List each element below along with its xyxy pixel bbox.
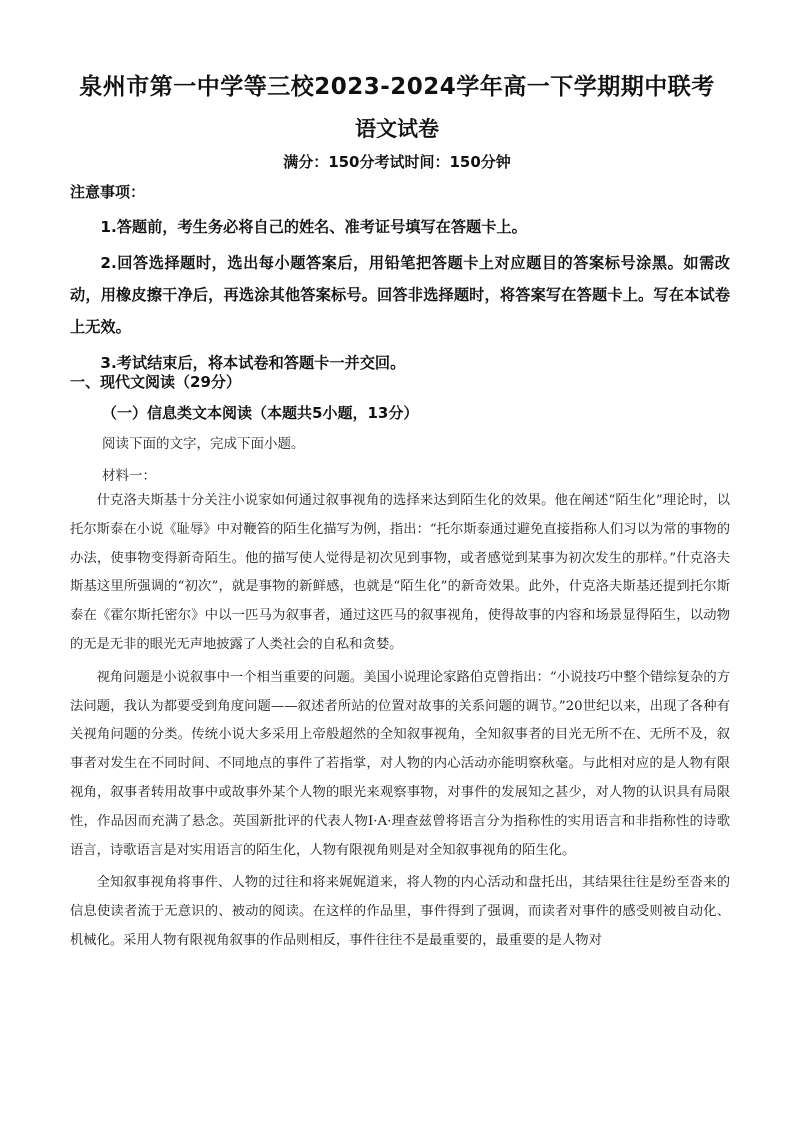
score-time-line: 满分：150分考试时间：150分钟	[283, 153, 511, 171]
exam-subtitle: 语文试卷	[355, 117, 439, 141]
passage-paragraph: 全知叙事视角将事件、人物的过往和将来娓娓道来，将人物的内心活动和盘托出，其结果往往是纷至沓来的信息使读者流于无意识的、被动的阅读。在这样的作品里，事件得到了强调，而读者对事件的感受则被自动化、机械化。采用人物有限视角叙事的作品则相反，事件往往不是最重要的，最重要的是人物对	[70, 875, 730, 948]
passage-paragraph: 视角问题是小说叙事中一个相当重要的问题。美国小说理论家路伯克曾指出：“小说技巧中整个错综复杂的方法问题，我认为都要受到角度问题——叙述者所站的位置对故事的关系问题的调节。”20世纪以来，出现了各种有关视角问题的分类。传统小说大多采用上帝般超然的全知叙事视角，全知叙事者的目光无所不在、无所不及，叙事者对发生在不同时间、不同地点的事件了若指掌，对人物的内心活动亦能明察秋毫。与此相对应的是人物有限视角，叙事者转用故事中或故事外某个人物的眼光来观察事物，对事件的发展知之甚少，对人物的认识具有局限性，作品因而充满了悬念。英国新批评的代表人物I·A·理查兹曾将语言分为指称性的实用语言和非指称性的诗歌语言，诗歌语言是对实用语言的陌生化，人物有限视角则是对全知叙事视角的陌生化。	[70, 669, 730, 858]
note-item: 3.考试结束后，将本试卷和答题卡一并交回。	[100, 354, 406, 372]
exam-title: 泉州市第一中学等三校2023-2024学年高一下学期期中联考	[79, 74, 715, 100]
notes-heading: 注意事项：	[70, 183, 146, 201]
material-label: 材料一：	[102, 468, 156, 484]
passage-paragraph: 什克洛夫斯基十分关注小说家如何通过叙事视角的选择来达到陌生化的效果。他在阐述“陌生化”理论时，以托尔斯泰在小说《耻辱》中对鞭笞的陌生化描写为例，指出：“托尔斯泰通过避免直接指称人们习以为常的事物的办法，使事物变得新奇陌生。他的描写使人觉得是初次见到事物，或者感觉到某事为初次发生的那样。”什克洛夫斯基这里所强调的“初次”，就是事物的新鲜感，也就是“陌生化”的新奇效果。此外，什克洛夫斯基还提到托尔斯泰在《霍尔斯托密尔》中以一匹马为叙事者，通过这匹马的叙事视角，使得故事的内容和场景显得陌生，以动物的无是无非的眼光无声地披露了人类社会的自私和贪婪。	[70, 493, 730, 652]
subsection-heading: （一）信息类文本阅读（本题共5小题，13分）	[102, 404, 419, 422]
note-item: 1.答题前，考生务必将自己的姓名、准考证号填写在答题卡上。	[100, 218, 527, 236]
reading-passage	[70, 487, 730, 956]
notes-list	[70, 211, 730, 379]
reading-instruction: 阅读下面的文字，完成下面小题。	[102, 436, 305, 452]
section-heading: 一、现代文阅读（29分）	[70, 373, 241, 391]
note-item: 2.回答选择题时，选出每小题答案后，用铅笔把答题卡上对应题目的答案标号涂黑。如需改动，用橡皮擦干净后，再选涂其他答案标号。回答非选择题时，将答案写在答题卡上。写在本试卷上无效。	[70, 254, 730, 336]
